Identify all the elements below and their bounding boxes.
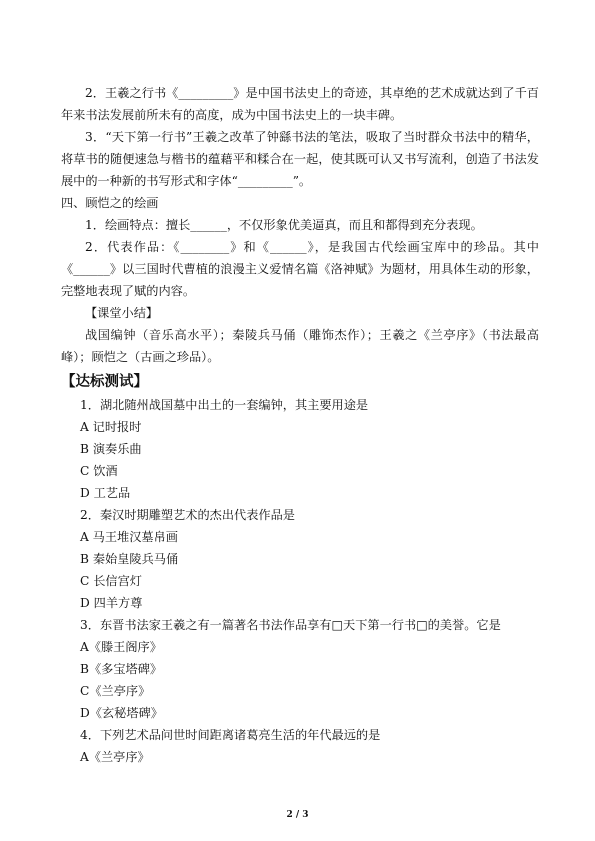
option-item: C《兰亭序》 <box>80 684 151 698</box>
option-item: A《滕王阁序》 <box>80 640 162 654</box>
paragraph-masterpieces: 2．代表作品：《________》和《______》，是我国古代绘画宝库中的珍品。其中《______》以三国时代曹植的浪漫主义爱情名篇《洛神赋》为题材，用具体生动的形象，完整地表现了赋的内容。 <box>61 240 539 298</box>
option-item: A《兰亭序》 <box>80 750 150 764</box>
option-item: B 演奏乐曲 <box>80 442 142 456</box>
option-item: B《多宝塔碑》 <box>80 662 163 676</box>
summary-label: 【课堂小结】 <box>85 306 159 320</box>
question-stem: 4．下列艺术品问世时间距离诸葛亮生活的年代最远的是 <box>80 728 381 742</box>
question-stem: 1．湖北随州战国墓中出土的一套编钟，其主要用途是 <box>80 398 369 412</box>
option-item: C 饮酒 <box>80 464 118 478</box>
option-item: B 秦始皇陵兵马俑 <box>80 552 179 566</box>
question-stem: 2．秦汉时期雕塑艺术的杰出代表作品是 <box>80 508 295 522</box>
option-item: A 记时报时 <box>80 420 142 434</box>
page-number: 2 / 3 <box>286 810 309 820</box>
paragraph-painting-feature: 1．绘画特点：擅长______，不仅形象优美逼真，而且和都得到充分表现。 <box>85 218 483 232</box>
paragraph-lanting: 2．王羲之行书《_________》是中国书法史上的奇迹，其卓绝的艺术成就达到了千百年来书法发展前所未有的高度，成为中国书法史上的一块丰碑。 <box>61 86 539 122</box>
option-item: D 工艺品 <box>80 486 131 500</box>
summary-text: 战国编钟（音乐高水平）；秦陵兵马俑（雕饰杰作）；王羲之《兰亭序》（书法最高峰）；顾恺之（古画之珍品）。 <box>61 328 539 364</box>
option-item: A 马王堆汉墓帛画 <box>80 530 178 544</box>
option-item: D《玄秘塔碑》 <box>80 706 163 720</box>
section-heading-gu-kaizhi: 四、顾恺之的绘画 <box>61 196 159 210</box>
question-stem: 3．东晋书法家王羲之有一篇著名书法作品享有□天下第一行书□的美誉。它是 <box>80 618 501 632</box>
paragraph-xingshu: 3．“天下第一行书”王羲之改革了钟繇书法的笔法，吸取了当时群众书法中的精华，将草书的随便速急与楷书的蕴藉平和糅合在一起，使其既可认又书写流利，创造了书法发展中的一种新的书写形式和字体“_________”。 <box>61 130 539 188</box>
option-item: C 长信宫灯 <box>80 574 142 588</box>
option-item: D 四羊方尊 <box>80 596 143 610</box>
test-section-title: 【达标测试】 <box>61 373 148 390</box>
